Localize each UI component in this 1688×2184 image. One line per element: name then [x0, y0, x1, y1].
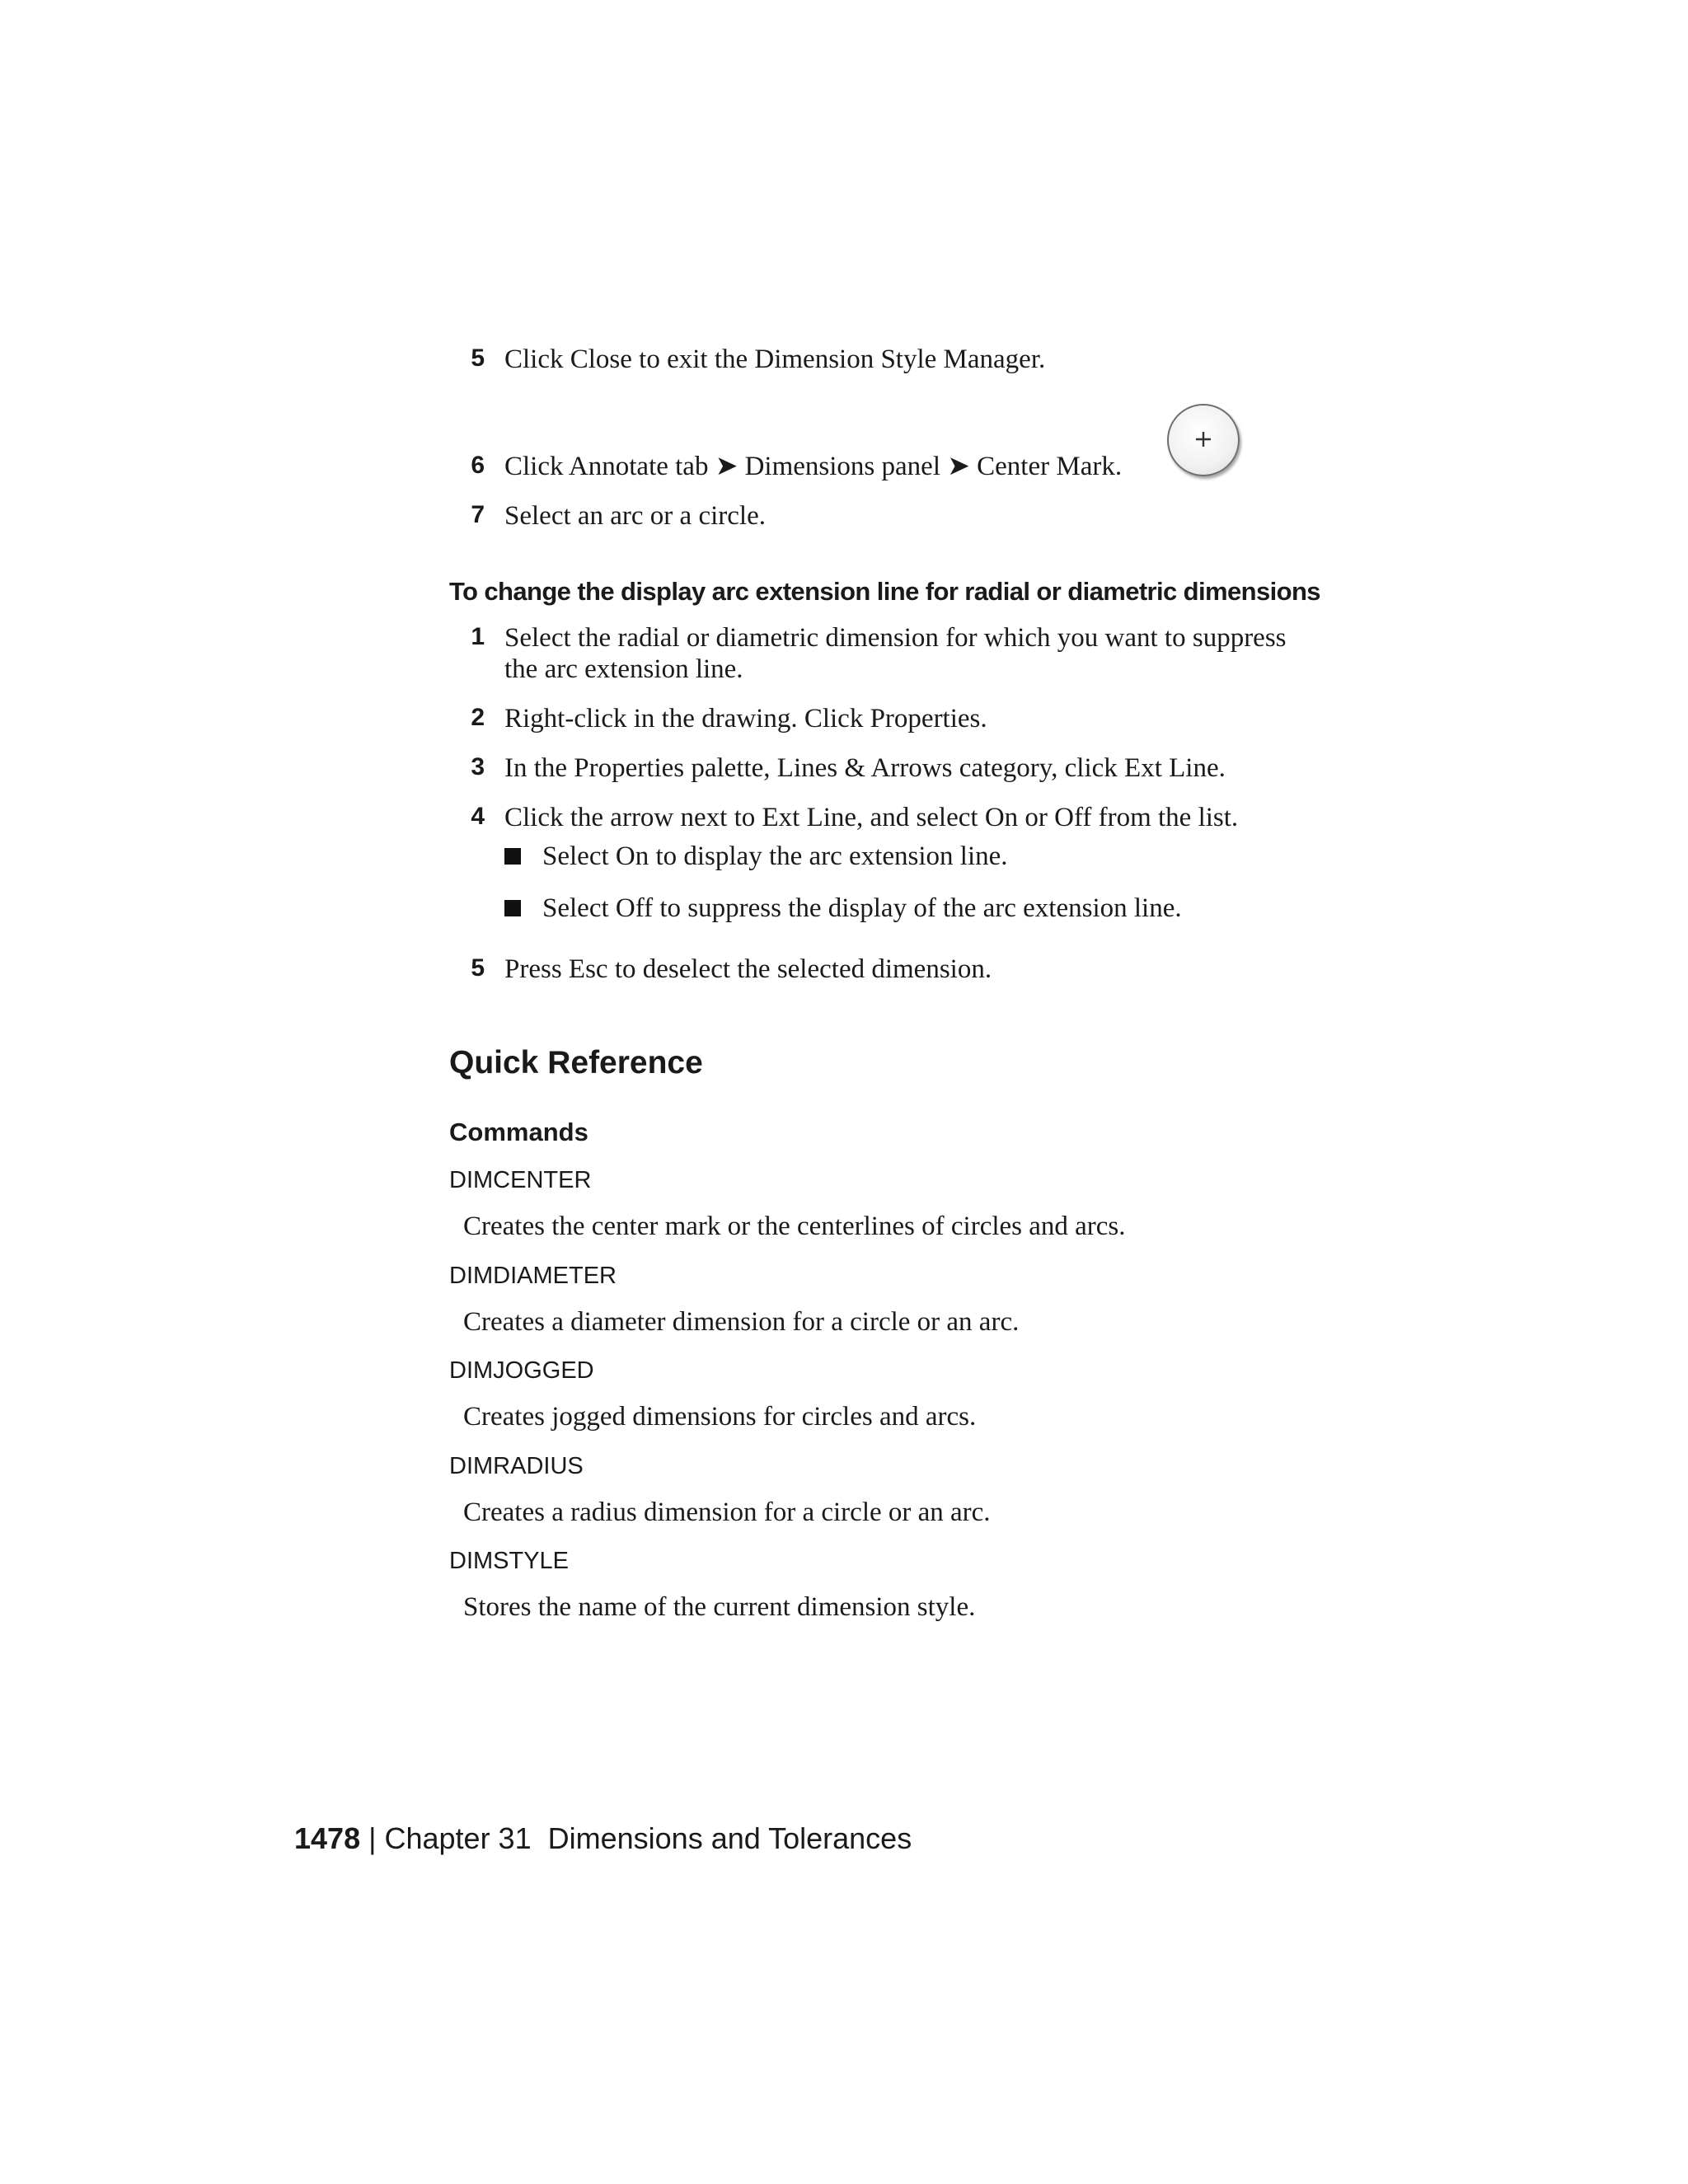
step-text: Right-click in the drawing. Click Properties.	[504, 704, 987, 733]
step-number: 5	[471, 954, 485, 982]
subsection-heading: Commands	[449, 1118, 588, 1146]
bullet-text: Select Off to suppress the display of the arc extension line.	[542, 893, 1182, 923]
step-text: Click the arrow next to Ext Line, and select On or Off from the list.	[504, 803, 1239, 832]
command-name: DIMSTYLE	[449, 1548, 570, 1574]
bullet-square	[504, 848, 521, 865]
command-description: Creates a radius dimension for a circle or an arc.	[463, 1497, 991, 1527]
command-description: Creates a diameter dimension for a circle or an arc.	[463, 1307, 1020, 1337]
command-description: Creates jogged dimensions for circles and arcs.	[463, 1402, 977, 1432]
command-description: Stores the name of the current dimension style.	[463, 1592, 976, 1622]
command-description: Creates the center mark or the centerlines of circles and arcs.	[463, 1212, 1126, 1241]
bullet-text: Select On to display the arc extension line.	[542, 841, 1008, 871]
step-number: 1	[471, 623, 485, 650]
command-name: DIMJOGGED	[449, 1357, 594, 1384]
command-name: DIMCENTER	[449, 1167, 592, 1193]
step-text: In the Properties palette, Lines & Arrows category, click Ext Line.	[504, 753, 1226, 783]
procedure-title: To change the display arc extension line for radial or diametric dimensions	[449, 577, 1320, 606]
step-text: Press Esc to deselect the selected dimension.	[504, 954, 992, 984]
page-number: 1478	[294, 1821, 361, 1855]
command-name: DIMDIAMETER	[449, 1263, 617, 1289]
step-text: Click Annotate tab ➤ Dimensions panel ➤ Center Mark.	[504, 452, 1123, 481]
page-footer	[294, 1821, 912, 1856]
step-number: 3	[471, 753, 485, 780]
step-text-continued: the arc extension line.	[504, 654, 743, 684]
bullet-square	[504, 900, 521, 916]
footer-separator: |	[368, 1821, 377, 1855]
step-text: Select the radial or diametric dimension for which you want to suppress	[504, 623, 1287, 653]
command-name: DIMRADIUS	[449, 1453, 584, 1479]
chapter-title: Dimensions and Tolerances	[547, 1821, 912, 1855]
step-number: 2	[471, 704, 485, 731]
step-number: 4	[471, 803, 485, 830]
step-text: Click Close to exit the Dimension Style Manager.	[504, 344, 1046, 374]
step-number: 5	[471, 344, 485, 372]
step-number: 7	[471, 501, 485, 528]
section-heading: Quick Reference	[449, 1045, 703, 1080]
center-mark-icon	[1167, 404, 1240, 476]
step-number: 6	[471, 452, 485, 479]
step-text: Select an arc or a circle.	[504, 501, 766, 531]
chapter-label: Chapter 31	[384, 1821, 532, 1855]
